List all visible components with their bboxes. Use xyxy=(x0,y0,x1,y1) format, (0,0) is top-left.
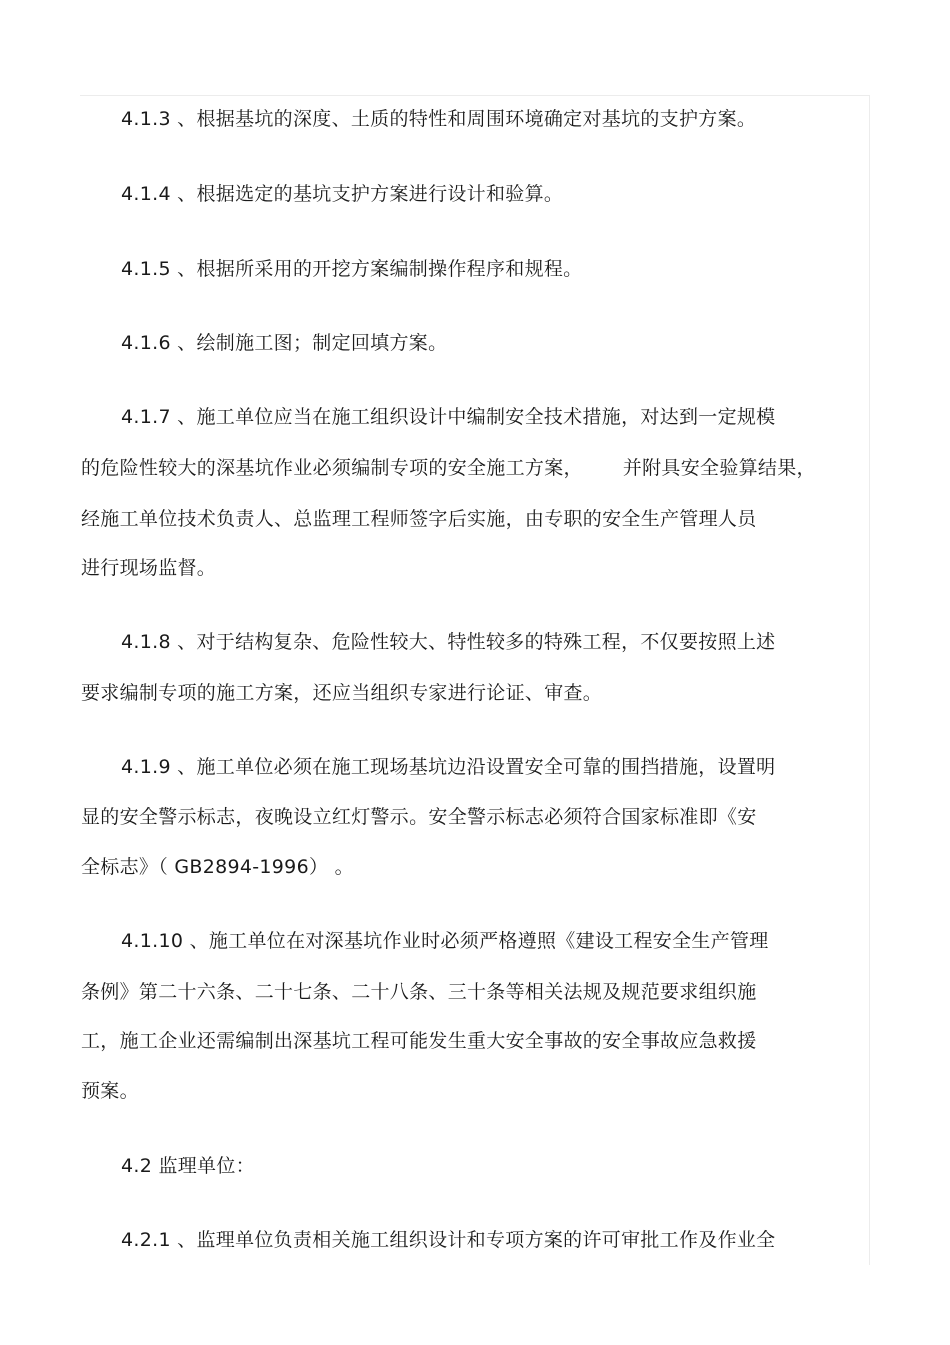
paragraph-line: 4.1.8 、对于结构复杂、危险性较大、特性较多的特殊工程，不仅要按照上述 xyxy=(121,631,776,653)
paragraph-line: 4.1.6 、绘制施工图；制定回填方案。 xyxy=(121,332,448,354)
paragraph-line-part: 的危险性较大的深基坑作业必须编制专项的安全施工方案， xyxy=(81,457,583,479)
paragraph-line: 4.1.5 、根据所采用的开挖方案编制操作程序和规程。 xyxy=(121,258,583,280)
section-heading: 4.2 监理单位： xyxy=(121,1155,255,1177)
paragraph-line: 经施工单位技术负责人、总监理工程师签字后实施，由专职的安全生产管理人员 xyxy=(81,508,757,530)
paragraph-line: 4.1.4 、根据选定的基坑支护方案进行设计和验算。 xyxy=(121,183,564,205)
paragraph-line: 4.1.9 、施工单位必须在施工现场基坑边沿设置安全可靠的围挡措施，设置明 xyxy=(121,756,776,778)
paragraph-line-part: 并附具安全验算结果， xyxy=(622,457,816,479)
paragraph-line: 全标志》（ GB2894-1996） 。 xyxy=(81,856,354,878)
paragraph-line: 4.2.1 、监理单位负责相关施工组织设计和专项方案的许可审批工作及作业全 xyxy=(121,1229,776,1251)
paragraph-line: 要求编制专项的施工方案，还应当组织专家进行论证、审查。 xyxy=(81,682,603,704)
paragraph-line xyxy=(81,456,816,480)
paragraph-line: 4.1.7 、施工单位应当在施工组织设计中编制安全技术措施，对达到一定规模 xyxy=(121,406,776,428)
paragraph-line: 4.1.3 、根据基坑的深度、土质的特性和周围环境确定对基坑的支护方案。 xyxy=(121,108,757,130)
paragraph-line: 4.1.10 、施工单位在对深基坑作业时必须严格遵照《建设工程安全生产管理 xyxy=(121,930,769,952)
paragraph-line: 显的安全警示标志，夜晚设立红灯警示。安全警示标志必须符合国家标准即《安 xyxy=(81,806,757,828)
paragraph-line: 进行现场监督。 xyxy=(81,557,217,579)
paragraph-line: 预案。 xyxy=(81,1080,139,1102)
paragraph-line: 工，施工企业还需编制出深基坑工程可能发生重大安全事故的安全事故应急救援 xyxy=(81,1030,757,1052)
paragraph-line: 条例》第二十六条、二十七条、二十八条、三十条等相关法规及规范要求组织施 xyxy=(81,981,757,1003)
